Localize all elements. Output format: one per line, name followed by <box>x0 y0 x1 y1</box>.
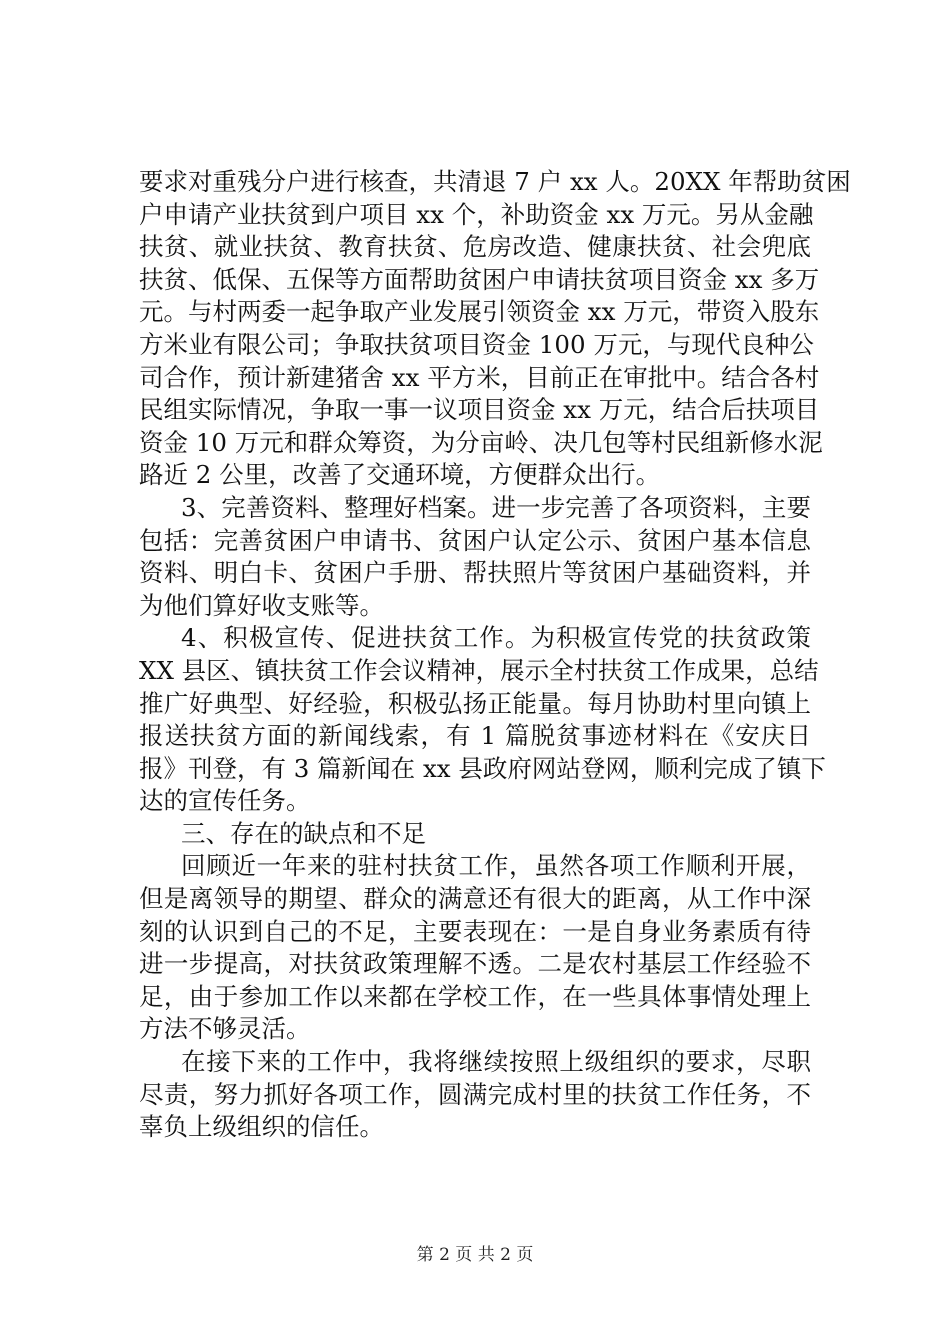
text-line: 足，由于参加工作以来都在学校工作，在一些具体事情处理上 <box>139 981 811 1011</box>
paragraph-p-3 <box>139 492 811 622</box>
text-line: 方米业有限公司；争取扶贫项目资金 100 万元，与现代良种公 <box>139 329 814 359</box>
text-line: 进一步提高，对扶贫政策理解不透。二是农村基层工作经验不 <box>139 949 811 979</box>
text-line: 为他们算好收支账等。 <box>139 590 384 620</box>
text-line: 方法不够灵活。 <box>139 1014 311 1044</box>
text-line: 回顾近一年来的驻村扶贫工作，虽然各项工作顺利开展， <box>181 851 811 881</box>
text-line: 元。与村两委一起争取产业发展引领资金 xx 万元，带资入股东 <box>139 297 820 327</box>
text-line: 资料、明白卡、贫困户手册、帮扶照片等贫困户基础资料，并 <box>139 558 811 588</box>
text-line: 报》刊登，有 3 篇新闻在 xx 县政府网站登网，顺利完成了镇下 <box>139 753 826 783</box>
text-line: 民组实际情况，争取一事一议项目资金 xx 万元，结合后扶项目 <box>139 395 820 425</box>
text-line: XX 县区、镇扶贫工作会议精神，展示全村扶贫工作成果，总结 <box>139 655 819 685</box>
text-line: 达的宣传任务。 <box>139 786 311 816</box>
text-line: 要求对重残分户进行核查，共清退 7 户 xx 人。20XX 年帮助贫困 <box>139 167 851 196</box>
paragraph-p-heading <box>139 818 811 851</box>
text-line: 司合作，预计新建猪舍 xx 平方米，目前正在审批中。结合各村 <box>139 362 820 392</box>
text-line: 三、存在的缺点和不足 <box>181 818 426 848</box>
text-line: 扶贫、低保、五保等方面帮助贫困户申请扶贫项目资金 xx 多万 <box>139 264 820 294</box>
paragraph-p-next <box>139 1046 811 1144</box>
text-line: 在接下来的工作中，我将继续按照上级组织的要求，尽职 <box>181 1047 811 1077</box>
text-line: 资金 10 万元和群众筹资，为分亩岭、决几包等村民组新修水泥 <box>139 427 823 457</box>
text-line: 扶贫、就业扶贫、教育扶贫、危房改造、健康扶贫、社会兜底 <box>139 232 811 262</box>
page-number-footer: 第 2 页 共 2 页 <box>416 1245 534 1265</box>
document-body <box>139 166 851 1144</box>
text-line: 刻的认识到自己的不足，主要表现在：一是自身业务素质有待 <box>139 916 811 946</box>
text-line: 3、完善资料、整理好档案。进一步完善了各项资料，主要 <box>181 492 811 522</box>
text-line: 路近 2 公里，改善了交通环境，方便群众出行。 <box>139 460 661 490</box>
text-line: 报送扶贫方面的新闻线索，有 1 篇脱贫事迹材料在《安庆日 <box>139 721 811 751</box>
paragraph-p-review <box>139 850 811 1046</box>
paragraph-p-4 <box>139 622 826 818</box>
text-line: 4、积极宣传、促进扶贫工作。为积极宣传党的扶贫政策 <box>181 623 811 653</box>
text-line: 但是离领导的期望、群众的满意还有很大的距离，从工作中深 <box>139 884 811 914</box>
text-line: 户申请产业扶贫到户项目 xx 个，补助资金 xx 万元。另从金融 <box>139 199 814 229</box>
text-line: 包括：完善贫困户申请书、贫困户认定公示、贫困户基本信息 <box>139 525 811 555</box>
text-line: 辜负上级组织的信任。 <box>139 1112 384 1142</box>
paragraph-p-cont <box>139 166 851 492</box>
text-line: 推广好典型、好经验，积极弘扬正能量。每月协助村里向镇上 <box>139 688 811 718</box>
text-line: 尽责，努力抓好各项工作，圆满完成村里的扶贫工作任务，不 <box>139 1079 811 1109</box>
